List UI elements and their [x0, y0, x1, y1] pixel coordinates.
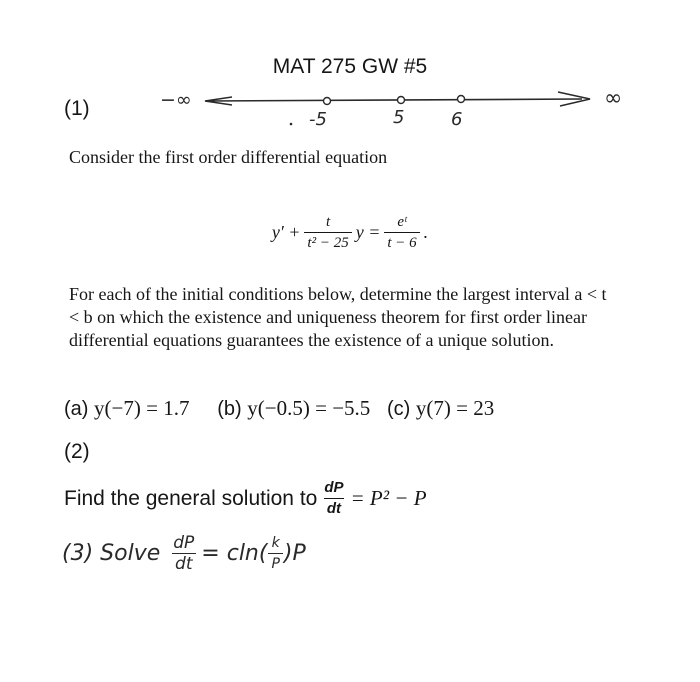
problem-2-derivative-numerator: dP	[324, 479, 344, 496]
coefficient-fraction	[304, 214, 351, 251]
condition-a: y(−7) = 1.7	[94, 396, 190, 420]
problem-3-derivative	[170, 535, 197, 572]
initial-conditions	[64, 396, 494, 421]
rhs-numerator: eᵗ	[397, 214, 407, 230]
coefficient-numerator: t	[325, 214, 331, 230]
problem-1-instructions: For each of the initial conditions below, determine the largest interval a < t < b on which the existence and uniqueness theorem for first order linear differential equations guarantees the existence of a unique solution.	[69, 284, 607, 350]
number-line-axis	[208, 99, 582, 101]
problem-2-number: (2)	[64, 440, 90, 463]
point-label-6: 6	[451, 109, 463, 130]
problem-1-intro: Consider the first order differential equation	[69, 147, 388, 167]
problem-3-eq: = cln(	[201, 541, 268, 566]
equation-lhs-prefix: y′ +	[271, 222, 301, 242]
point-6-marker	[458, 96, 465, 103]
infinity-label: ∞	[604, 86, 623, 111]
neg-infinity-label: −∞	[160, 89, 192, 111]
condition-c: y(7) = 23	[415, 396, 495, 420]
point-5-marker	[398, 97, 405, 104]
problem-2-derivative	[321, 480, 346, 517]
coefficient-denominator: t² − 25	[304, 232, 351, 251]
point-label-neg5: -5	[309, 109, 327, 130]
problem-3-inner-fraction	[268, 535, 282, 572]
problem-3-handwritten	[62, 535, 306, 572]
stray-dot	[290, 123, 293, 126]
problem-2-derivative-denominator: dt	[324, 498, 344, 517]
equation-y: y =	[355, 222, 381, 242]
problem-2-prompt: Find the general solution to	[64, 486, 318, 510]
condition-a-label: (a)	[64, 398, 89, 420]
condition-b-label: (b)	[217, 398, 242, 420]
page-title: MAT 275 GW #5	[272, 55, 428, 78]
number-line-sketch	[0, 80, 700, 140]
problem-2-rhs: = P² − P	[350, 486, 427, 510]
point-neg5-marker	[324, 98, 331, 105]
condition-c-label: (c)	[386, 398, 411, 420]
rhs-fraction	[384, 214, 419, 251]
equation-period: .	[423, 222, 429, 242]
problem-1-number: (1)	[64, 97, 90, 120]
problem-2-statement	[64, 480, 427, 517]
problem-3-derivative-denominator: dt	[172, 553, 195, 572]
rhs-denominator: t − 6	[384, 232, 419, 251]
problem-3-inner-numerator: k	[271, 535, 280, 551]
problem-3-inner-denominator: P	[268, 553, 282, 572]
point-label-5: 5	[393, 107, 405, 128]
problem-3-tail: )P	[283, 541, 306, 566]
problem-3-derivative-numerator: dP	[173, 533, 195, 553]
condition-b: y(−0.5) = −5.5	[247, 396, 371, 420]
differential-equation	[0, 214, 700, 251]
problem-3-label: (3) Solve	[62, 541, 161, 566]
